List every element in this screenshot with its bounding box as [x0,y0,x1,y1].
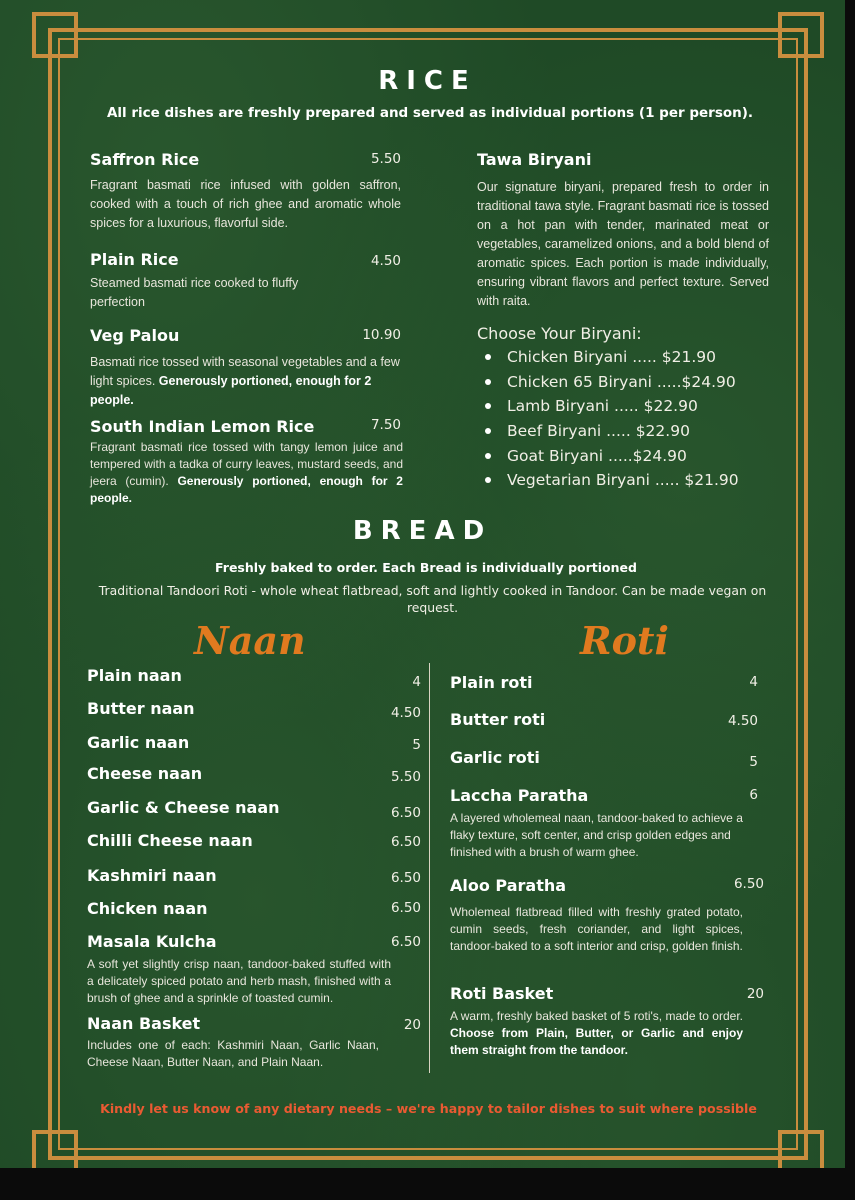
tawa-biryani-desc: Our signature biryani, prepared fresh to order in traditional tawa style. Fragrant basmati rice is tossed on a hot pan with tender, marinated meat or vegetables, caramelized onions, and a bold blend of aromatic spices. Each portion is made individually, ensuring vibrant flavors and perfect texture. Served with raita. [477,180,769,308]
aloo-paratha-price: 6.50 [733,876,764,892]
laccha-paratha-name: Laccha Paratha [450,786,589,805]
roti-basket-name: Roti Basket [450,984,554,1003]
chilli-cheese-naan-name: Chilli Cheese naan [87,831,253,850]
column-divider [429,663,430,1073]
aloo-paratha-name: Aloo Paratha [450,876,567,895]
plain-rice-desc: Steamed basmati rice cooked to fluffy perfection [90,276,299,309]
plain-rice-price: 4.50 [370,253,401,269]
list-item: Lamb Biryani ..... $22.90 [485,394,739,419]
naan-heading: Naan [194,618,306,663]
kashmiri-naan-price: 6.50 [390,870,421,886]
corner-ornament [32,12,78,58]
masala-kulcha-name: Masala Kulcha [87,932,217,951]
edge-strip [0,1168,855,1200]
choose-biryani-label: Choose Your Biryani: [477,324,642,343]
cheese-naan-price: 5.50 [390,769,421,785]
butter-roti-price: 4.50 [727,713,758,729]
cheese-naan-name: Cheese naan [87,764,203,783]
tawa-biryani-name: Tawa Biryani [477,150,592,169]
kashmiri-naan-name: Kashmiri naan [87,866,217,885]
chicken-naan-price: 6.50 [390,900,421,916]
butter-roti-name: Butter roti [450,710,546,729]
plain-rice-name: Plain Rice [90,250,179,269]
lemon-rice-price: 7.50 [370,417,401,433]
garlic-roti-price: 5 [749,754,758,770]
list-item: Beef Biryani ..... $22.90 [485,419,739,444]
naan-basket-name: Naan Basket [87,1014,201,1033]
garlic-naan-price: 5 [412,737,421,753]
garlic-naan-name: Garlic naan [87,733,190,752]
plain-naan-name: Plain naan [87,666,182,685]
edge-strip [845,0,855,1200]
bullet-icon [485,428,491,434]
roti-basket-desc: A warm, freshly baked basket of 5 roti's, made to order. Choose from Plain, Butter, or Garlic and enjoy them straight from the tandoor. [450,1009,743,1057]
bread-heading: BREAD [352,516,493,546]
lemon-rice-name: South Indian Lemon Rice [90,417,315,436]
bullet-icon [485,453,491,459]
saffron-rice-name: Saffron Rice [90,150,200,169]
plain-naan-price: 4 [412,674,421,690]
laccha-paratha-desc: A layered wholemeal naan, tandoor-baked to achieve a flaky texture, soft center, and crisp golden edges and finished with a brush of warm ghee. [450,811,743,859]
bullet-icon [485,354,491,360]
laccha-paratha-price: 6 [749,787,758,803]
corner-ornament [778,12,824,58]
naan-basket-desc: Includes one of each: Kashmiri Naan, Garlic Naan, Cheese Naan, Butter Naan, and Plain Naan. [87,1038,379,1069]
roti-heading: Roti [580,618,669,663]
garlic-roti-name: Garlic roti [450,748,540,767]
bullet-icon [485,403,491,409]
rice-subtitle: All rice dishes are freshly prepared and served as individual portions (1 per person). [106,105,754,121]
butter-naan-price: 4.50 [390,705,421,721]
masala-kulcha-price: 6.50 [390,934,421,950]
dietary-note: Kindly let us know of any dietary needs – we're happy to tailor dishes to suit where possible [100,1101,757,1116]
veg-palou-name: Veg Palou [90,326,180,345]
roti-basket-price: 20 [746,986,764,1002]
veg-palou-price: 10.90 [362,327,401,343]
bread-subtitle: Freshly baked to order. Each Bread is individually portioned [215,560,637,575]
garlic-cheese-naan-name: Garlic & Cheese naan [87,798,280,817]
chilli-cheese-naan-price: 6.50 [390,834,421,850]
plain-roti-price: 4 [749,674,758,690]
garlic-cheese-naan-price: 6.50 [390,805,421,821]
saffron-rice-price: 5.50 [370,151,401,167]
bullet-icon [485,477,491,483]
plain-roti-name: Plain roti [450,673,533,692]
rice-heading: RICE [378,66,477,96]
saffron-rice-desc: Fragrant basmati rice infused with golden saffron, cooked with a touch of rich ghee and aromatic whole spices for a luxurious, flavorful side. [90,178,401,230]
chicken-naan-name: Chicken naan [87,899,208,918]
bullet-icon [485,379,491,385]
list-item: Chicken Biryani ..... $21.90 [485,345,739,370]
veg-palou-desc: Basmati rice tossed with seasonal vegetables and a few light spices. Generously portioned, enough for 2 people. [90,355,400,407]
list-item: Goat Biryani .....$24.90 [485,443,739,468]
lemon-rice-desc: Fragrant basmati rice tossed with tangy lemon juice and tempered with a tadka of curry leaves, mustard seeds, and jeera (cumin). Generously portioned, enough for 2 people. [90,440,403,505]
list-item: Vegetarian Biryani ..... $21.90 [485,468,739,493]
aloo-paratha-desc: Wholemeal flatbread filled with freshly grated potato, cumin seeds, fresh coriander, and light spices, tandoor-baked to a soft interior and crisp, golden finish. [450,905,743,953]
masala-kulcha-desc: A soft yet slightly crisp naan, tandoor-baked stuffed with a delicately spiced potato and herb mash, finished with a brush of ghee and a sprinkle of toasted cumin. [87,957,391,1005]
biryani-options [485,345,739,493]
naan-basket-price: 20 [403,1017,421,1033]
butter-naan-name: Butter naan [87,699,195,718]
bread-intro: Traditional Tandoori Roti - whole wheat flatbread, soft and lightly cooked in Tandoor. Can be made vegan on request. [98,583,767,615]
list-item: Chicken 65 Biryani .....$24.90 [485,370,739,395]
